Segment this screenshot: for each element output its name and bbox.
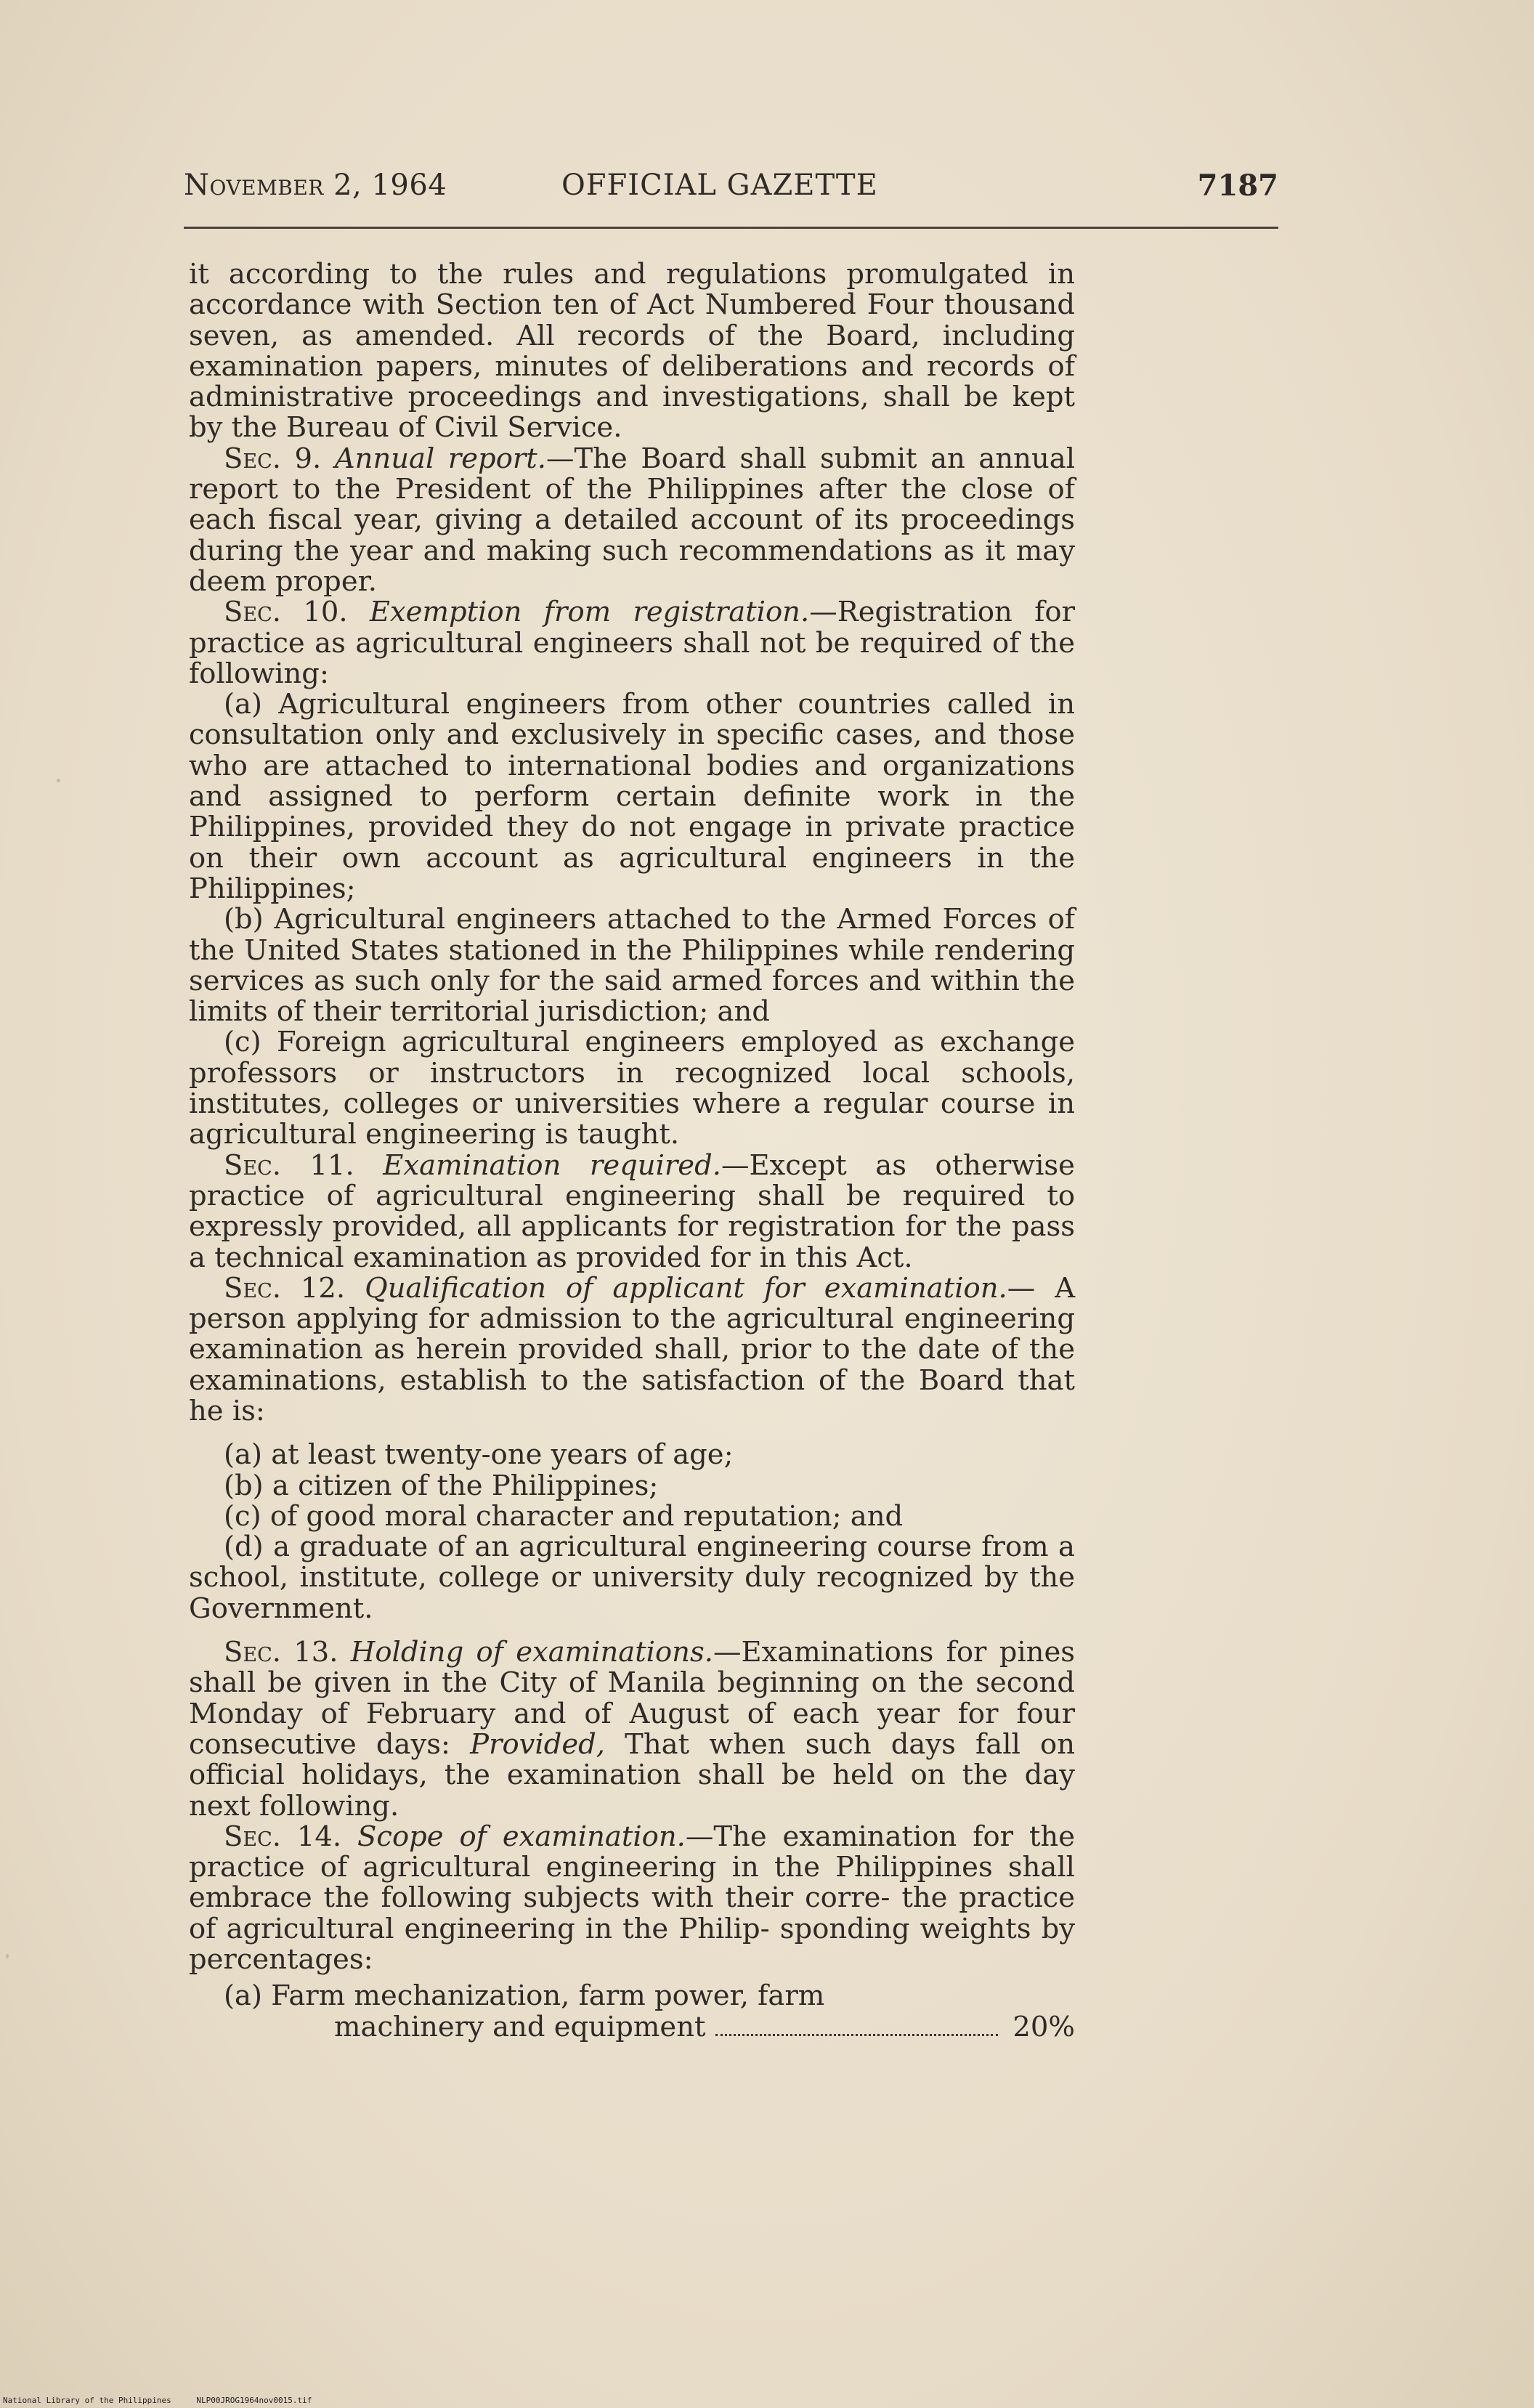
section-text: —The Board shall submit an annual report to the President of the Philippines after the close of each fiscal year, giving a detailed account of its proceedings during the year and making such recommendations as it may deem proper.	[189, 442, 1076, 598]
footer-filename: NLP00JROG1964nov0015.tif	[196, 2396, 312, 2405]
proviso: Provided,	[470, 1727, 606, 1761]
section-11	[189, 1148, 1075, 1274]
section-12-item-d: (d) a graduate of an agricultural engineering course from a school, institute, college or university duly recognized by the Government.	[189, 1531, 1075, 1625]
footer-library: National Library of the Philippines	[3, 2396, 171, 2405]
section-10-item-b: (b) Agricultural engineers attached to the Armed Forces of the United States stationed in the Philippines while rendering services as such only for the said armed forces and within the limits of their territorial jurisdiction; and	[189, 903, 1075, 1029]
section-text: —Except as otherwise practice of agricultural engineering shall be required to expressly provided, all applicants for registration for the pass a technical examination as provided for in this Act.	[189, 1148, 1075, 1274]
header-title: OFFICIAL GAZETTE	[561, 169, 878, 202]
section-title: Holding of examinations.	[350, 1636, 713, 1669]
section-number: Sec. 12.	[224, 1271, 346, 1305]
section-text: — A person applying for admission to the agricultural engineering examination as herein provided shall, prior to the date of the examinations, establish to the satisfaction of the Board that he is:	[189, 1271, 1076, 1427]
weights-table	[189, 1981, 1075, 2043]
section-12-list	[189, 1440, 1075, 1624]
section-12-item-b: (b) a citizen of the Philippines;	[224, 1469, 659, 1502]
section-13	[189, 1637, 1075, 1822]
weight-label-cont: machinery and equipment	[334, 2010, 706, 2043]
section-title: Exemption from registration.	[369, 596, 810, 629]
section-10-item-a: (a) Agricultural engineers from other countries called in consultation only and exclusively in specific cases, and those who are attached to international bodies and organizations and assigned to perform certain definite work in the Philippines, provided they do not engage in private practice on their own account as agricultural engineers in the Philippines;	[189, 688, 1075, 905]
weight-row-cont	[189, 2012, 1075, 2043]
section-text: —Registration for practice as agricultural engineers shall not be required of the following:	[189, 596, 1075, 690]
section-12-item-a: (a) at least twenty-one years of age;	[224, 1438, 734, 1472]
page-header	[184, 169, 1278, 212]
section-9	[189, 444, 1075, 597]
section-14	[189, 1822, 1075, 1975]
section-12	[189, 1273, 1075, 1427]
header-rule	[184, 227, 1278, 229]
paper-speck	[6, 1954, 9, 1958]
section-number: Sec. 10.	[224, 596, 348, 629]
header-page-number: 7187	[1197, 169, 1278, 203]
weight-row	[189, 1981, 1075, 2011]
paragraph-continuation: it according to the rules and regulations promulgated in accordance with Section ten of Act Numbered Four thousand seven, as amended. All records of the Board, including examination papers, minutes of deliberations and records of administrative proceedings and investigations, shall be kept by the Bureau of Civil Service.	[189, 258, 1075, 445]
leader-dots	[715, 2034, 998, 2036]
section-text-cont: That when such days fall on official holidays, the examination shall be held on the day next following.	[189, 1727, 1076, 1823]
section-12-item-c: (c) of good moral character and reputation; and	[224, 1499, 904, 1533]
page-body	[189, 259, 1075, 2043]
section-text: —Examinations for pines shall be given in the City of Manila beginning on the second Monday of February and of August of each year for four consecutive days:	[189, 1636, 1075, 1761]
scan-footer	[3, 2396, 657, 2406]
weight-value: 20%	[1012, 2010, 1075, 2043]
section-number: Sec. 11.	[224, 1148, 354, 1182]
section-10-item-c: (c) Foreign agricultural engineers employed as exchange professors or instructors in recognized local schools, institutes, colleges or universities where a regular course in agricultural engineering is taught.	[189, 1026, 1075, 1151]
header-date: November 2, 1964	[184, 169, 447, 202]
section-title: Scope of examination.	[357, 1820, 686, 1853]
section-title: Qualification of applicant for examination.	[365, 1271, 1007, 1305]
section-title: Examination required.	[383, 1148, 721, 1182]
section-10	[189, 597, 1075, 689]
section-text: —The examination for the practice of agricultural engineering in the Philippines shall embrace the following subjects with their corre- the practice of agricultural engineering in the Philip- sponding weights by percentages:	[189, 1820, 1076, 1977]
paper-speck	[57, 779, 60, 782]
section-title: Annual report.	[334, 442, 546, 475]
section-number: Sec. 9.	[224, 442, 322, 475]
weight-label: (a) Farm mechanization, farm power, farm	[224, 1979, 825, 2013]
section-number: Sec. 13.	[224, 1636, 338, 1669]
section-number: Sec. 14.	[224, 1820, 342, 1853]
